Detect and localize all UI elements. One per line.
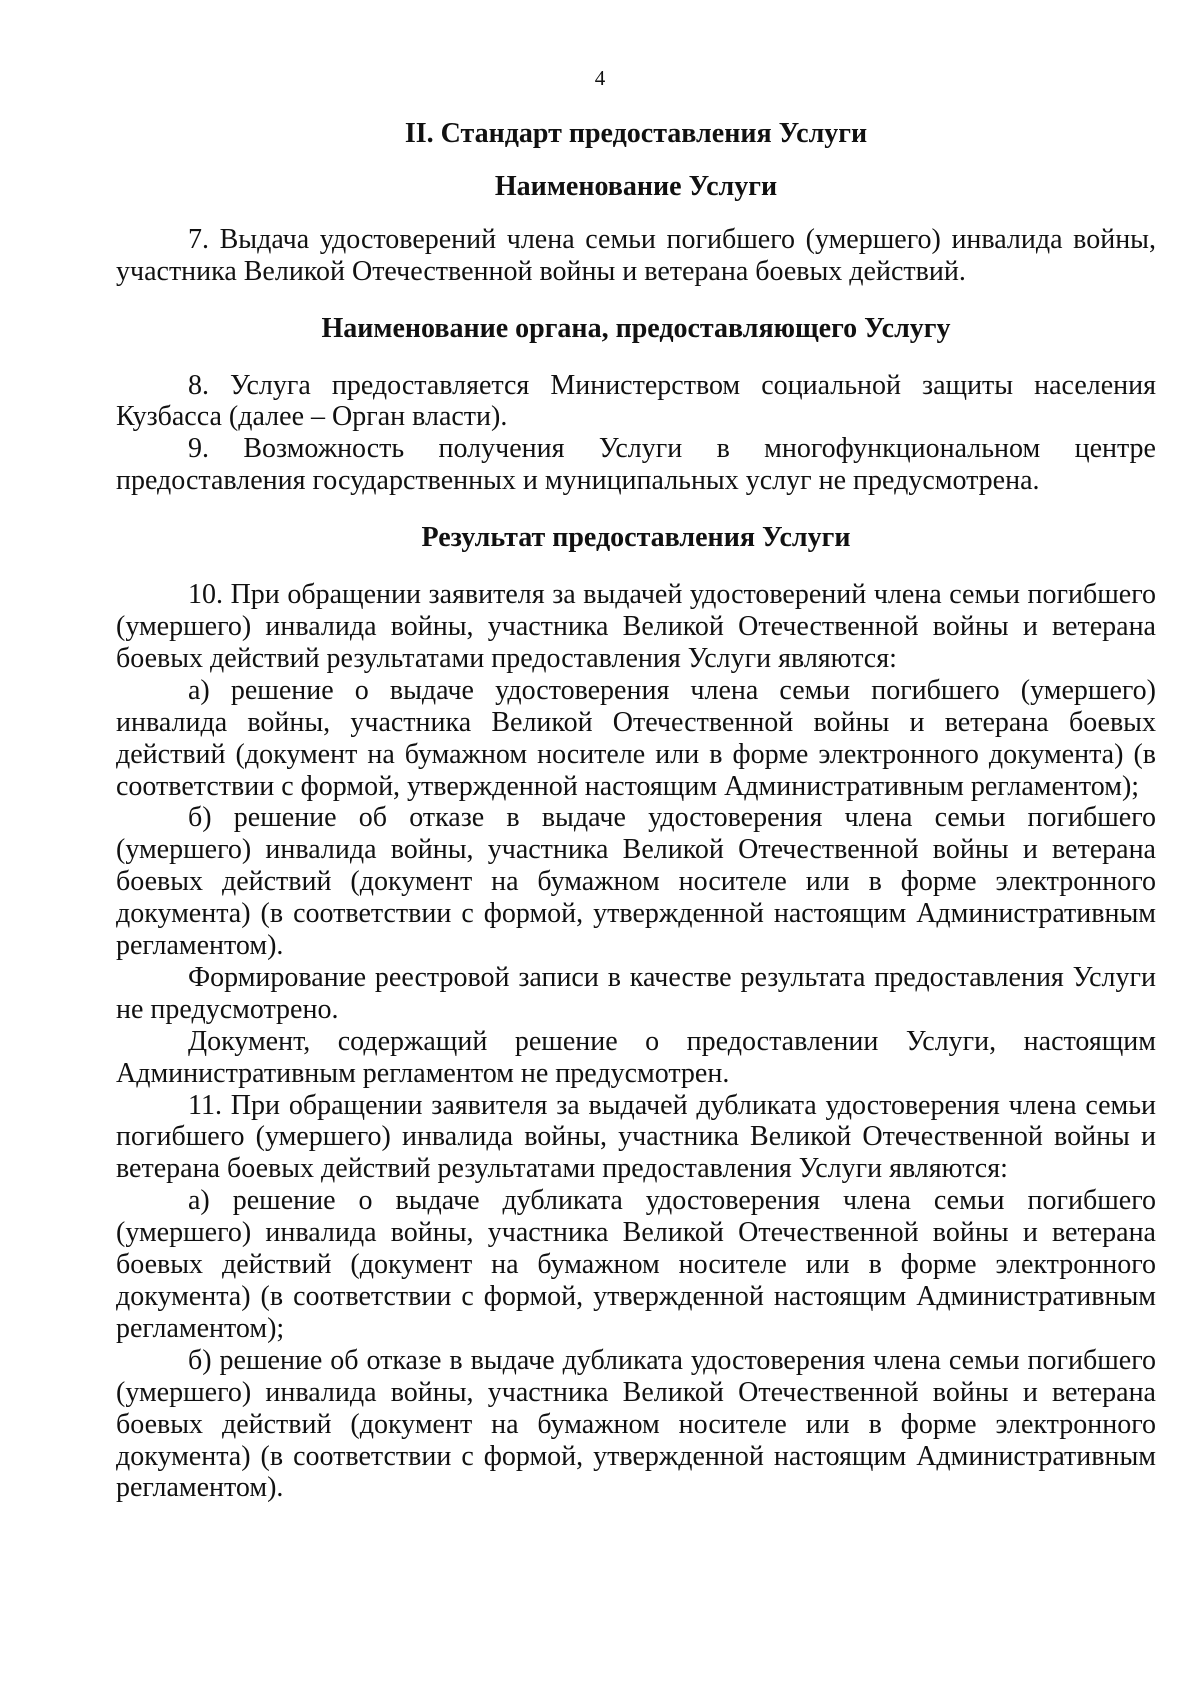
heading-service-result: Результат предоставления Услуги [421,522,851,554]
paragraph-11: 11. При обращении заявителя за выдачей дубликата удостоверения члена семьи погибшего (умершего) инвалида войны, участника Великой Отечественной войны и ветерана боевых действий результатами предоставления Услуги являются: [116,1089,1156,1185]
paragraph-11-b: б) решение об отказе в выдаче дубликата удостоверения члена семьи погибшего (умершего) инвалида войны, участника Великой Отечественной войны и ветерана боевых действий (документ на бумажном носителе или в форме электронного документа) (в соответствии с формой, утвержденной настоящим Административным регламентом). [116,1344,1156,1504]
paragraph-8: 8. Услуга предоставляется Министерством социальной защиты населения Кузбасса (далее – Орган власти). [116,369,1156,433]
paragraph-10-a: а) решение о выдаче удостоверения члена семьи погибшего (умершего) инвалида войны, участника Великой Отечественной войны и ветерана боевых действий (документ на бумажном носителе или в форме электронного документа) (в соответствии с формой, утвержденной настоящим Административным регламентом); [116,674,1156,802]
block-authority-name [116,313,1156,498]
paragraph-11-a: а) решение о выдаче дубликата удостоверения члена семьи погибшего (умершего) инвалида войны, участника Великой Отечественной войны и ветерана боевых действий (документ на бумажном носителе или в форме электронного документа) (в соответствии с формой, утвержденной настоящим Административным регламентом); [116,1185,1156,1344]
heading-authority-name: Наименование органа, предоставляющего Услугу [321,312,951,344]
paragraph-registry-record: Формирование реестровой записи в качестве результата предоставления Услуги не предусмотрено. [116,961,1156,1025]
paragraph-7: 7. Выдача удостоверений члена семьи погибшего (умершего) инвалида войны, участника Великой Отечественной войны и ветерана боевых действий. [116,223,1156,287]
paragraph-decision-document: Документ, содержащий решение о предоставлении Услуги, настоящим Административным регламентом не предусмотрен. [116,1025,1156,1089]
paragraph-10: 10. При обращении заявителя за выдачей удостоверений члена семьи погибшего (умершего) инвалида войны, участника Великой Отечественной войны и ветерана боевых действий результатами предоставления Услуги являются: [116,579,1156,674]
section-title: II. Стандарт предоставления Услуги [404,118,868,149]
paragraph-9: 9. Возможность получения Услуги в многофункциональном центре предоставления государственных и муниципальных услуг не предусмотрена. [116,433,1156,497]
document-body [116,118,1156,1504]
block-service-result [116,522,1156,1504]
page-number: 4 [594,66,606,90]
heading-service-name: Наименование Услуги [494,170,778,202]
paragraph-10-b: б) решение об отказе в выдаче удостоверения члена семьи погибшего (умершего) инвалида войны, участника Великой Отечественной войны и ветерана боевых действий (документ на бумажном носителе или в форме электронного документа) (в соответствии с формой, утвержденной настоящим Административным регламентом). [116,802,1156,962]
block-service-name [116,171,1156,288]
